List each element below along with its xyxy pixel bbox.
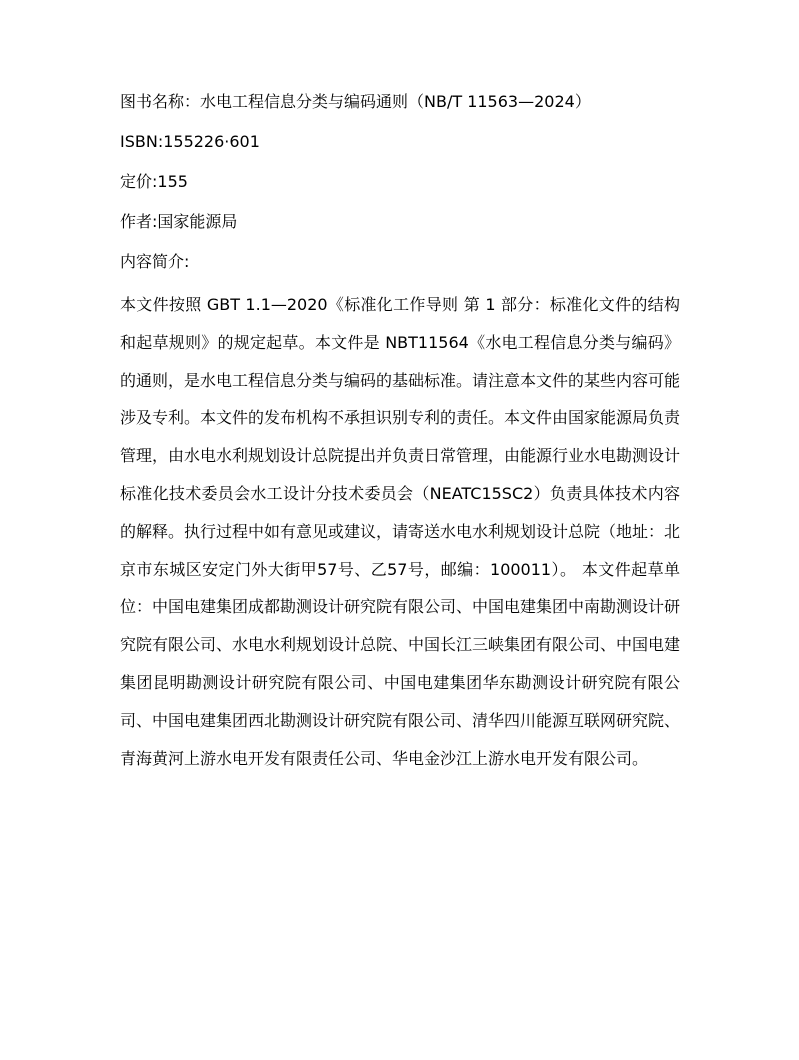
summary-paragraph: 本文件按照 GBT 1.1—2020《标准化工作导则 第 1 部分：标准化文件的结构和起草规则》的规定起草。本文件是 NBT11564《水电工程信息分类与编码》的通则，是水电工程信息分类与编码的基础标准。请注意本文件的某些内容可能涉及专利。本文件的发布机构不承担识别专利的责任。本文件由国家能源局负责管理，由水电水利规划设计总院提出并负责日常管理，由能源行业水电勘测设计标准化技术委员会水工设计分技术委员会（NEATC15SC2）负责具体技术内容的解释。执行过程中如有意见或建议，请寄送水电水利规划设计总院（地址：北京市东城区安定门外大街甲57号、乙57号，邮编：100011）。 本文件起草单位：中国电建集团成都勘测设计研究院有限公司、中国电建集团中南勘测设计研究院有限公司、水电水利规划设计总院、中国长江三峡集团有限公司、中国电建集团昆明勘测设计研究院有限公司、中国电建集团华东勘测设计研究院有限公司、中国电建集团西北勘测设计研究院有限公司、清华四川能源互联网研究院、青海黄河上游水电开发有限责任公司、华电金沙江上游水电开发有限公司。: [120, 295, 681, 768]
isbn-line: ISBN:155226·601: [120, 132, 260, 151]
summary-heading: 内容简介:: [120, 252, 190, 271]
document-page: [120, 86, 680, 777]
author-line: 作者:国家能源局: [120, 212, 238, 231]
book-title-line: 图书名称：水电工程信息分类与编码通则（NB/T 11563—2024）: [120, 92, 591, 111]
price-line: 定价:155: [120, 172, 188, 191]
